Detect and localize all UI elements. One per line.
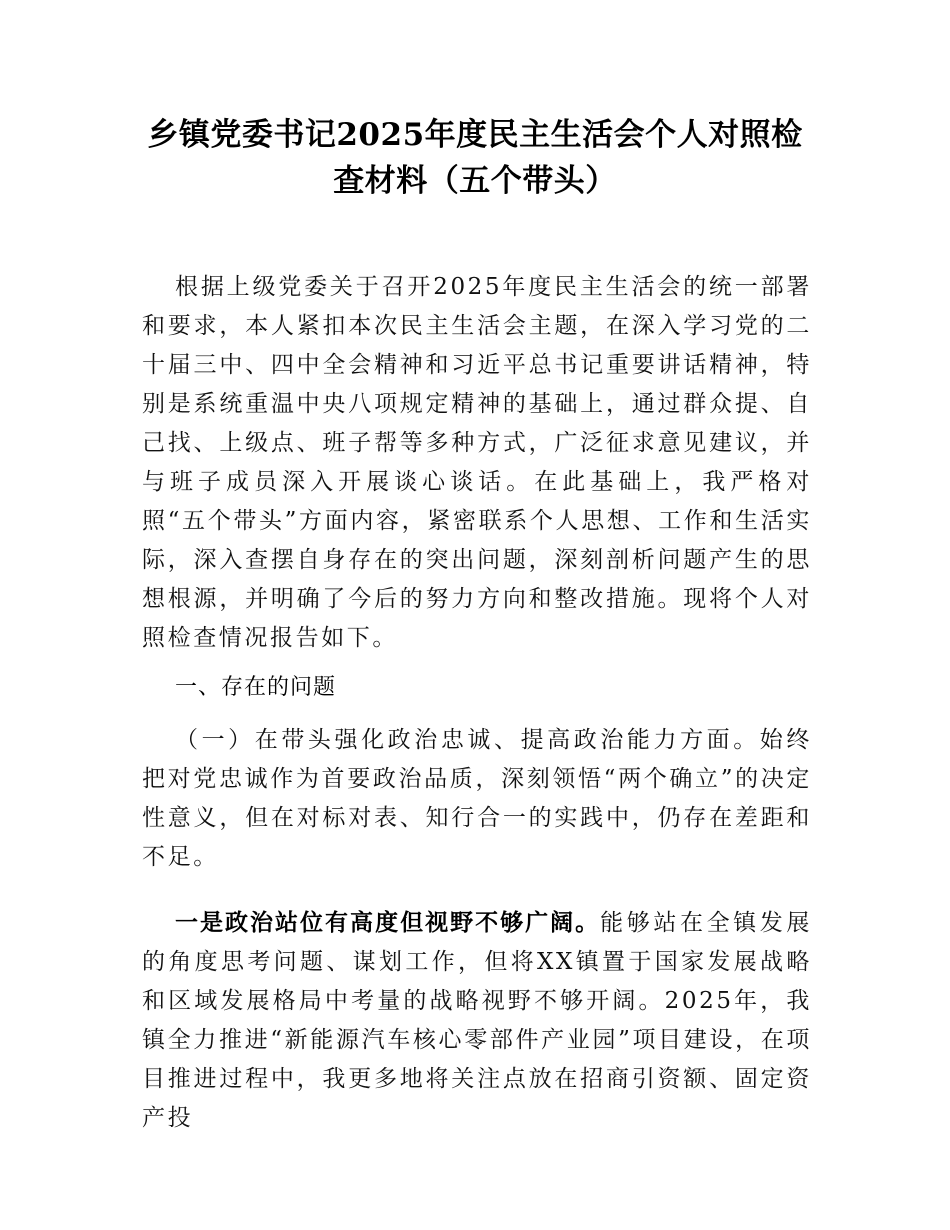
point-body: 能够站在全镇发展的角度思考问题、谋划工作，但将XX镇置于国家发展战略和区域发展格局中考量的战略视野不够开阔。2025年，我镇全力推进“新能源汽车核心零部件产业园”项目建设，在项目推进过程中，我更多地将关注点放在招商引资额、固定资产投 — [142, 910, 812, 1131]
title-line-1: 乡镇党委书记2025年度民主生活会个人对照检 — [147, 117, 803, 153]
subsection-political-loyalty: （一）在带头强化政治忠诚、提高政治能力方面。始终把对党忠诚作为首要政治品质，深刻领悟“两个确立”的决定性意义，但在对标对表、知行合一的实践中，仍存在差距和不足。 — [142, 727, 812, 870]
document-title — [130, 112, 820, 204]
section-heading-problems: 一、存在的问题 — [175, 675, 337, 700]
point-heading: 一是政治站位有高度但视野不够广阔。 — [175, 909, 601, 936]
title-line-2: 查材料（五个带头） — [333, 163, 617, 199]
intro-paragraph: 根据上级党委关于召开2025年度民主生活会的统一部署和要求，本人紧扣本次民主生活会主题，在深入学习党的二十届三中、四中全会精神和习近平总书记重要讲话精神，特别是系统重温中央八项规定精神的基础上，通过群众提、自己找、上级点、班子帮等多种方式，广泛征求意见建议，并与班子成员深入开展谈心谈话。在此基础上，我严格对照“五个带头”方面内容，紧密联系个人思想、工作和生活实际，深入查摆自身存在的突出问题，深刻剖析问题产生的思想根源，并明确了今后的努力方向和整改措施。现将个人对照检查情况报告如下。 — [142, 274, 812, 651]
point-political-vision — [142, 903, 812, 1138]
